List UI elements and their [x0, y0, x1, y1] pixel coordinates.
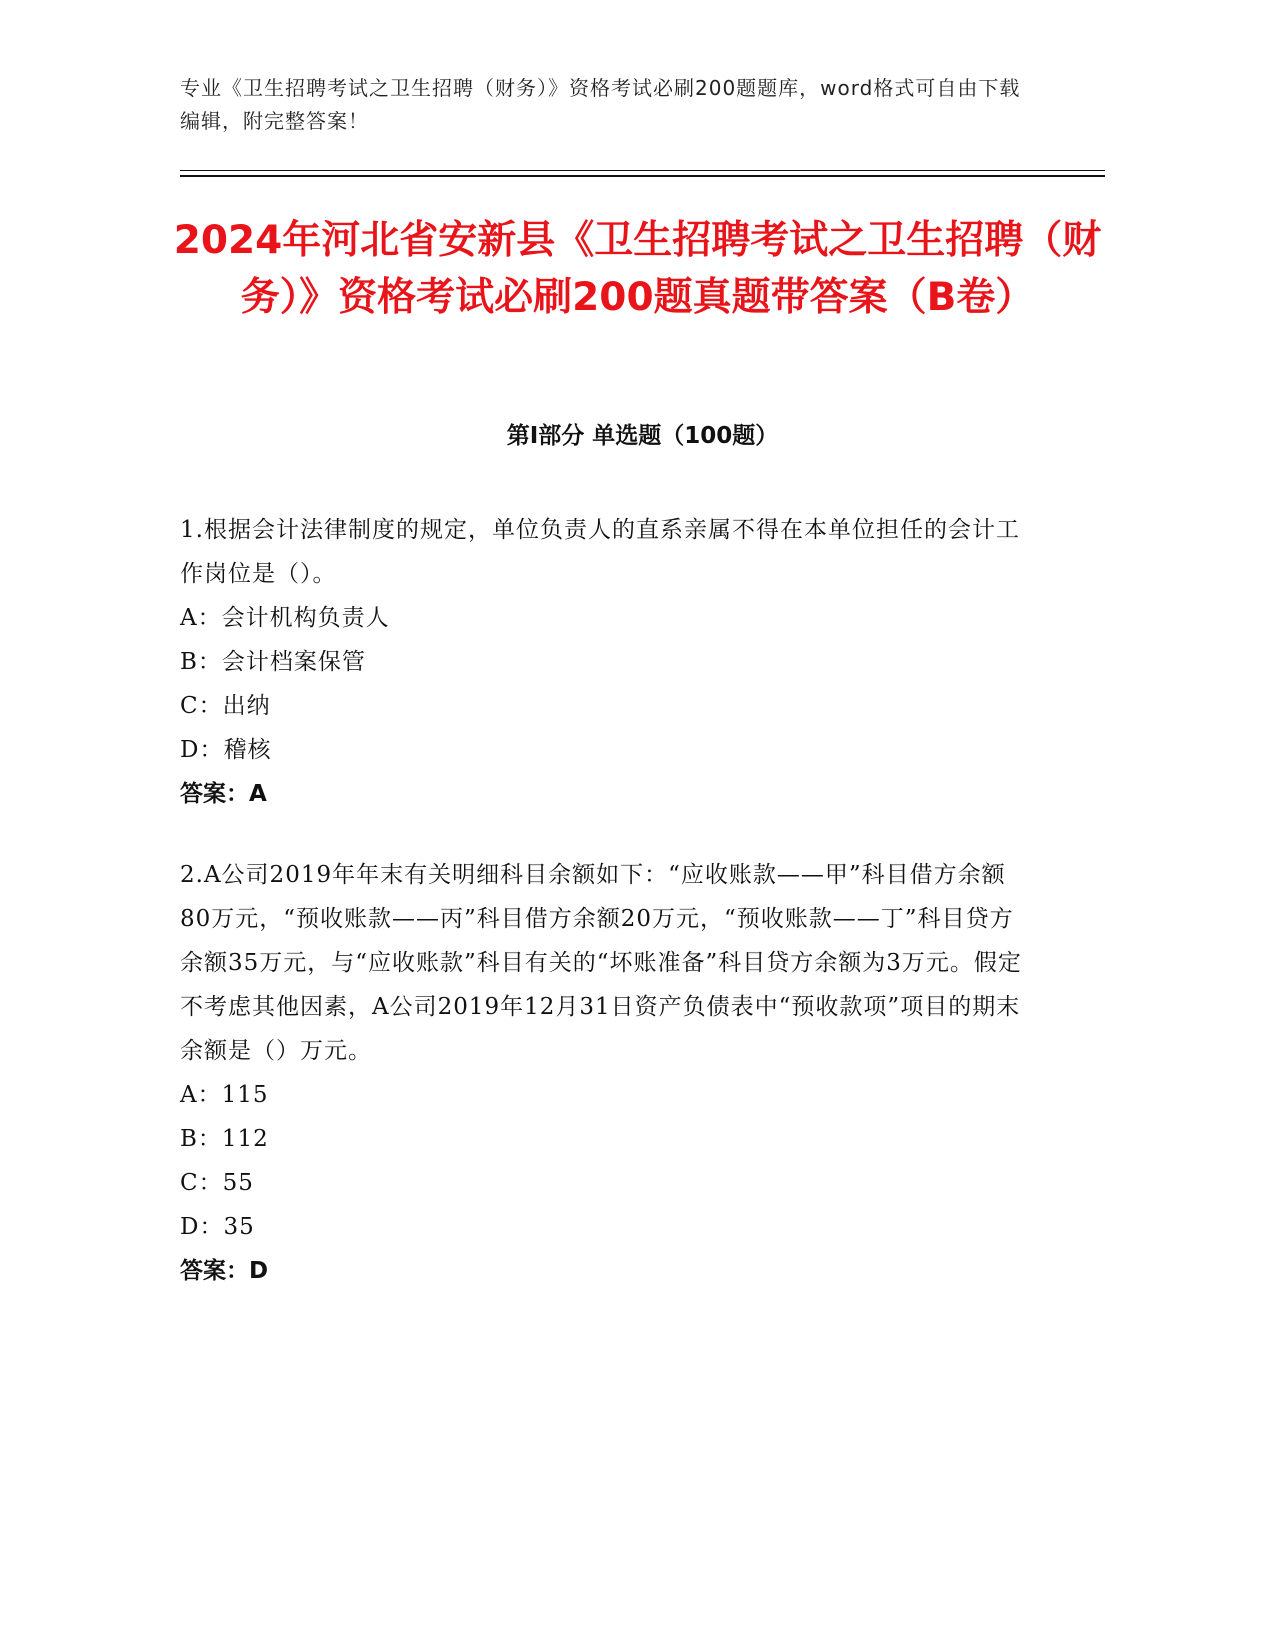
option-a: A：115: [180, 1082, 269, 1108]
option-d: D：稽核: [180, 737, 272, 763]
question-2: [180, 853, 1030, 1293]
header-rule-thin: [180, 170, 1105, 171]
answer: 答案：A: [180, 781, 267, 807]
section-title: 第Ⅰ部分 单选题（100题）: [506, 423, 779, 449]
option-c: C：55: [180, 1170, 254, 1196]
document-title: 2024年河北省安新县《卫生招聘考试之卫生招聘（财务）》资格考试必刷200题真题带答案（B卷）: [173, 218, 1102, 320]
option-c: C：出纳: [180, 693, 271, 719]
question-stem: 1.根据会计法律制度的规定，单位负责人的直系亲属不得在本单位担任的会计工作岗位是（）。: [180, 517, 1020, 587]
option-b: B：会计档案保管: [180, 649, 366, 675]
option-d: D：35: [180, 1214, 255, 1240]
header-rule-thick: [180, 175, 1105, 177]
question-stem: 2.A公司2019年年末有关明细科目余额如下：“应收账款——甲”科目借方余额80万元，“预收账款——丙”科目借方余额20万元，“预收账款——丁”科目贷方余额35万元，与“应收账款”科目有关的“坏账准备”科目贷方余额为3万元。假定不考虑其他因素，A公司2019年12月31日资产负债表中“预收款项”项目的期末余额是（）万元。: [180, 862, 1022, 1064]
question-1: [180, 508, 1030, 816]
option-a: A：会计机构负责人: [180, 605, 390, 631]
header-note: 专业《卫生招聘考试之卫生招聘（财务）》资格考试必刷200题题库，word格式可自由下载编辑，附完整答案！: [180, 76, 1021, 133]
option-b: B：112: [180, 1126, 269, 1152]
answer: 答案：D: [180, 1258, 269, 1284]
